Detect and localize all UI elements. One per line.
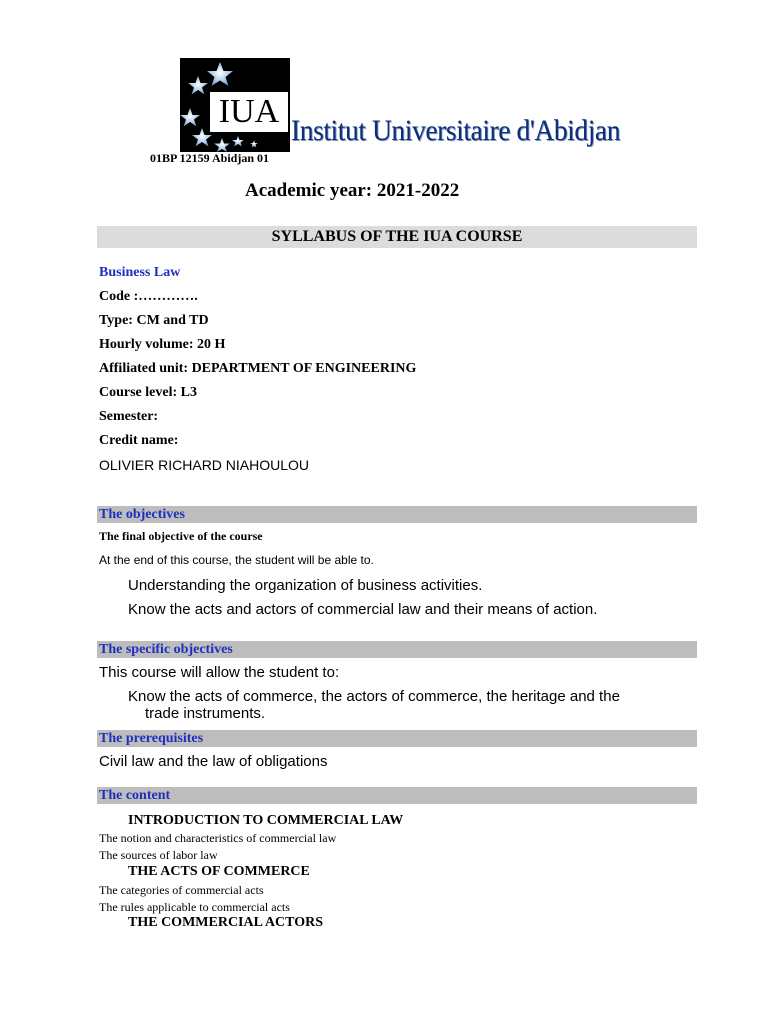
logo-letters: IUA — [210, 92, 288, 132]
specific-objective-item — [124, 688, 620, 705]
content-item: The notion and characteristics of commercial law — [99, 831, 337, 845]
syllabus-banner: SYLLABUS OF THE IUA COURSE — [97, 226, 697, 248]
content-heading: The content — [97, 787, 697, 804]
course-credit-name: Credit name: — [99, 433, 179, 448]
objective-item-text: Understanding the organization of business activities. — [128, 577, 483, 594]
specific-objective-line1: Know the acts of commerce, the actors of commerce, the heritage and the — [128, 688, 620, 705]
content-item: The rules applicable to commercial acts — [99, 900, 290, 914]
institution-address: 01BP 12159 Abidjan 01 — [150, 151, 270, 165]
course-semester: Semester: — [99, 409, 159, 424]
objective-item-text: Know the acts and actors of commercial law and their means of action. — [128, 601, 598, 618]
objective-item — [124, 601, 597, 618]
course-instructor: OLIVIER RICHARD NIAHOULOU — [99, 457, 310, 473]
specific-objective-line2: trade instruments. — [145, 705, 266, 722]
course-affiliated-unit — [99, 361, 416, 377]
content-item: The categories of commercial acts — [99, 883, 264, 897]
course-code: Code :…………. — [99, 289, 198, 304]
prerequisites-heading: The prerequisites — [97, 730, 697, 747]
specific-objectives-intro: This course will allow the student to: — [99, 664, 340, 681]
course-hourly-volume: Hourly volume: 20 H — [99, 337, 226, 352]
affiliated-unit-value: DEPARTMENT OF ENGINEERING — [191, 361, 417, 376]
institution-name: Institut Universitaire d'Abidjan — [291, 114, 621, 147]
course-level: Course level: L3 — [99, 385, 197, 400]
specific-objectives-heading: The specific objectives — [97, 641, 697, 658]
institution-logo — [180, 58, 290, 152]
objective-item — [124, 577, 482, 594]
content-section-title: THE COMMERCIAL ACTORS — [128, 915, 323, 930]
final-objective-label: The final objective of the course — [99, 529, 263, 543]
objectives-heading: The objectives — [97, 506, 697, 523]
content-section-title: THE ACTS OF COMMERCE — [128, 864, 310, 879]
course-title: Business Law — [99, 265, 181, 280]
academic-year: Academic year: 2021-2022 — [245, 180, 460, 201]
prerequisites-text: Civil law and the law of obligations — [99, 753, 328, 770]
content-item: The sources of labor law — [99, 848, 218, 862]
content-section-title: INTRODUCTION TO COMMERCIAL LAW — [128, 813, 404, 828]
objectives-intro: At the end of this course, the student will be able to. — [99, 553, 374, 567]
course-type: Type: CM and TD — [99, 313, 209, 328]
affiliated-unit-label: Affiliated unit: — [99, 361, 192, 376]
